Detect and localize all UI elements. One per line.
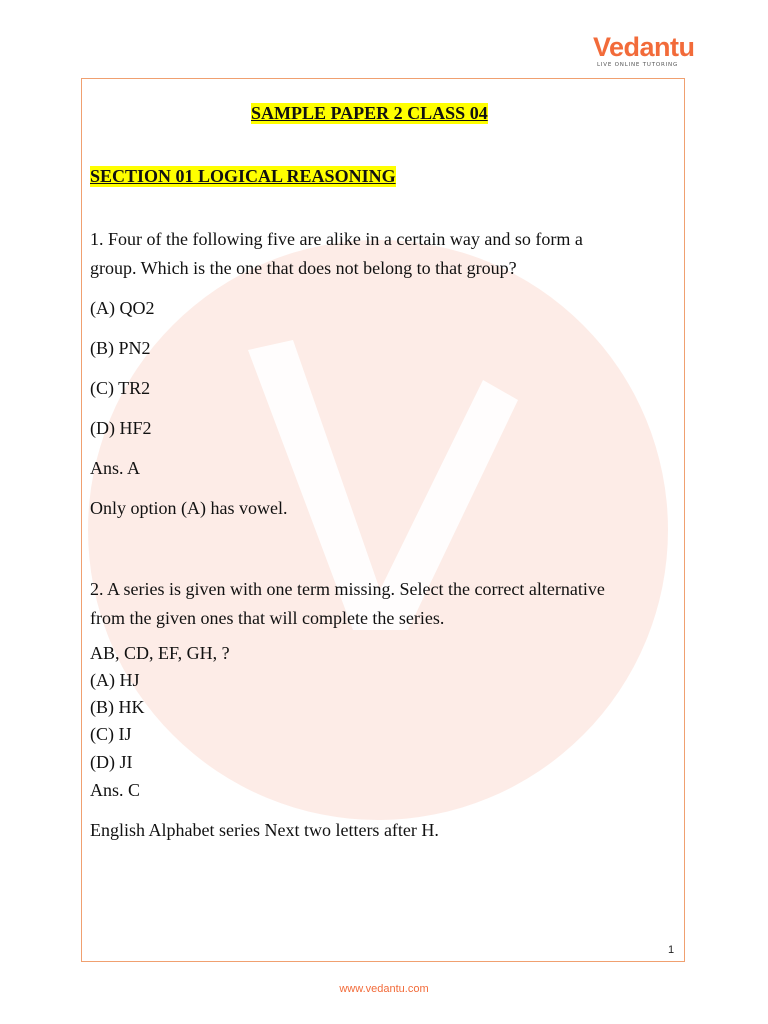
q2-option-d: (D) JI xyxy=(90,752,133,772)
q1-text-line2: group. Which is the one that does not belong to that group? xyxy=(90,258,517,278)
paper-title: SAMPLE PAPER 2 CLASS 04 xyxy=(251,103,488,123)
section-heading: SECTION 01 LOGICAL REASONING xyxy=(90,166,396,186)
q1-option-b: (B) PN2 xyxy=(90,338,151,358)
footer-url[interactable]: www.vedantu.com xyxy=(339,983,429,995)
q1-option-c: (C) TR2 xyxy=(90,378,151,398)
page-number: 1 xyxy=(668,944,675,956)
q2-option-a: (A) HJ xyxy=(90,670,140,690)
q1-explanation: Only option (A) has vowel. xyxy=(90,498,288,518)
q2-series: AB, CD, EF, GH, ? xyxy=(90,643,230,663)
logo-tagline: LIVE ONLINE TUTORING xyxy=(597,62,679,68)
vedantu-logo xyxy=(585,30,710,74)
q1-option-a: (A) QO2 xyxy=(90,298,155,318)
logo-wordmark: Vedantu xyxy=(593,32,695,62)
q2-answer: Ans. C xyxy=(90,780,141,800)
q2-option-b: (B) HK xyxy=(90,697,145,717)
q1-text-line1: 1. Four of the following five are alike in a certain way and so form a xyxy=(90,229,583,249)
q2-text-line2: from the given ones that will complete the series. xyxy=(90,608,445,628)
vedantu-watermark xyxy=(78,230,678,830)
q2-option-c: (C) IJ xyxy=(90,724,132,744)
q1-answer: Ans. A xyxy=(90,458,141,478)
q1-option-d: (D) HF2 xyxy=(90,418,152,438)
q2-text-line1: 2. A series is given with one term missing. Select the correct alternative xyxy=(90,579,605,599)
q2-explanation: English Alphabet series Next two letters after H. xyxy=(90,820,439,840)
